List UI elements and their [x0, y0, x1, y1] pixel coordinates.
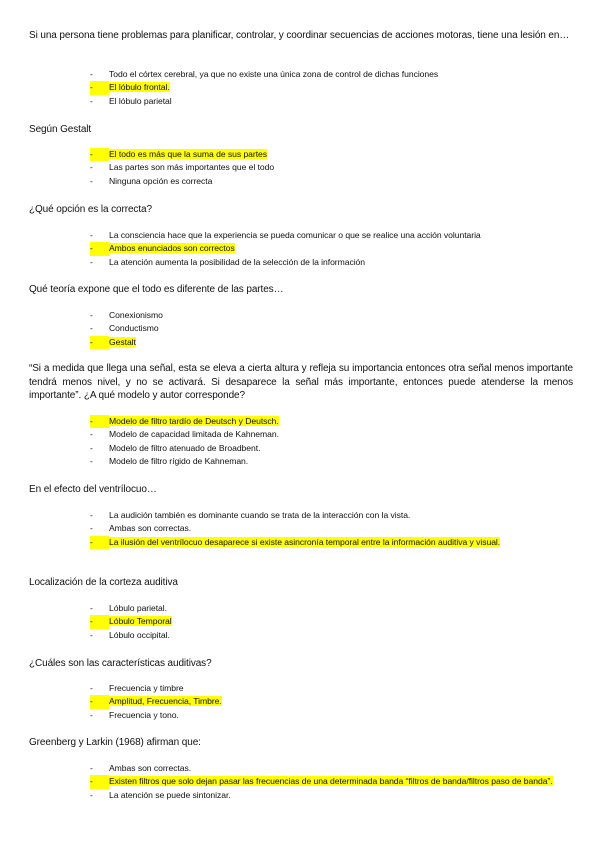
bullet-dash: -: [90, 523, 93, 534]
option-2a-correct: - El todo es más que la suma de sus partes: [89, 148, 575, 161]
question-2-options: [89, 148, 575, 188]
question-2-text: Según Gestalt: [29, 124, 92, 135]
option-6c-correct: - La ilusión del ventrílocuo desaparece si existe asincronía temporal entre la información auditiva y visual.: [89, 536, 575, 549]
bullet-dash: -: [90, 442, 93, 453]
option-1b-correct: - El lóbulo frontal.: [89, 81, 575, 94]
bullet-dash: -: [90, 709, 93, 720]
question-1-text: Si una persona tiene problemas para planificar, controlar, y coordinar secuencias de acciones motoras, tiene una lesión en…: [29, 30, 570, 41]
bullet-dash: -: [90, 148, 109, 161]
bullet-dash: -: [90, 763, 93, 773]
option-5c: - Modelo de filtro atenuado de Broadbent.: [89, 442, 575, 455]
question-5-options: [89, 415, 575, 469]
question-5-text: “Si a medida que llega una señal, esta se eleva a cierta altura y refleja su importancia entonces otra señal menos importante tendrá menos nivel, y no se activará. Si desaparece la señal más importante, entonces puede atenderse la menos importante”. ¿A qué modelo y autor corresponde?: [29, 363, 573, 401]
option-4b: - Conductismo: [89, 322, 575, 335]
question-6-options: [89, 509, 575, 549]
bullet-dash: -: [90, 536, 109, 549]
option-8b-correct: - Amplitud, Frecuencia, Timbre.: [89, 695, 575, 708]
option-8a: - Frecuencia y timbre: [89, 682, 575, 695]
option-5a-correct: - Modelo de filtro tardío de Deutsch y Deutsch.: [89, 415, 575, 428]
bullet-dash: -: [90, 175, 93, 186]
option-2b: - Las partes son más importantes que el todo: [89, 161, 575, 174]
option-5b: - Modelo de capacidad limitada de Kahneman.: [89, 428, 575, 441]
question-3-text: ¿Qué opción es la correcta?: [29, 204, 152, 215]
option-7c: - Lóbulo occipital.: [89, 629, 575, 642]
option-9a: - Ambas son correctas.: [89, 762, 575, 775]
option-6a: - La audición también es dominante cuando se trata de la interacción con la vista.: [89, 509, 575, 522]
bullet-dash: -: [90, 510, 93, 520]
option-9c: - La atención se puede sintonizar.: [89, 789, 575, 802]
bullet-dash: -: [90, 242, 109, 255]
bullet-dash: -: [90, 95, 93, 106]
option-4c-correct: - Gestalt: [89, 336, 575, 349]
bullet-dash: -: [90, 323, 93, 334]
option-3a: - La consciencia hace que la experiencia se pueda comunicar o que se realice una acción voluntaria: [89, 229, 575, 242]
option-8c: - Frecuencia y tono.: [89, 709, 575, 722]
bullet-dash: -: [90, 162, 93, 173]
question-9-text: Greenberg y Larkin (1968) afirman que:: [29, 737, 201, 748]
question-7-options: [89, 602, 575, 642]
question-4-text: Qué teoría expone que el todo es diferente de las partes…: [29, 284, 284, 295]
bullet-dash: -: [90, 230, 93, 240]
bullet-dash: -: [90, 81, 109, 94]
option-1a: - Todo el córtex cerebral, ya que no existe una única zona de control de dichas funciones: [89, 68, 575, 81]
bullet-dash: -: [90, 695, 109, 708]
bullet-dash: -: [90, 629, 93, 640]
bullet-dash: -: [90, 789, 93, 800]
bullet-dash: -: [90, 775, 109, 788]
bullet-dash: -: [90, 336, 109, 349]
question-8-options: [89, 682, 575, 722]
bullet-dash: -: [90, 456, 93, 467]
question-1-options: [89, 68, 575, 108]
option-9b-correct: - Existen filtros que solo dejan pasar las frecuencias de una determinada banda “filtros de banda/filtros paso de banda”.: [89, 775, 575, 788]
option-7a: - Lóbulo parietal.: [89, 602, 575, 615]
bullet-dash: -: [90, 256, 93, 267]
bullet-dash: -: [90, 310, 93, 320]
question-9-options: [89, 762, 575, 802]
question-7-text: Localización de la corteza auditiva: [29, 577, 178, 588]
option-6b: - Ambas son correctas.: [89, 522, 575, 535]
option-3c: - La atención aumenta la posibilidad de la selección de la información: [89, 256, 575, 269]
bullet-dash: -: [90, 69, 93, 79]
bullet-dash: -: [90, 615, 109, 628]
option-3b-correct: - Ambos enunciados son correctos: [89, 242, 575, 255]
bullet-dash: -: [90, 415, 109, 428]
option-5d: - Modelo de filtro rígido de Kahneman.: [89, 455, 575, 468]
question-3-options: [89, 229, 575, 269]
option-7b-correct: - Lóbulo Temporal: [89, 615, 575, 628]
bullet-dash: -: [90, 683, 93, 693]
question-4-options: [89, 309, 575, 349]
option-2c: - Ninguna opción es correcta: [89, 175, 575, 188]
question-8-text: ¿Cuáles son las características auditivas?: [29, 658, 212, 669]
bullet-dash: -: [90, 429, 93, 440]
question-6-text: En el efecto del ventrílocuo…: [29, 484, 157, 495]
option-4a: - Conexionismo: [89, 309, 575, 322]
bullet-dash: -: [90, 603, 93, 613]
option-1c: - El lóbulo parietal: [89, 95, 575, 108]
